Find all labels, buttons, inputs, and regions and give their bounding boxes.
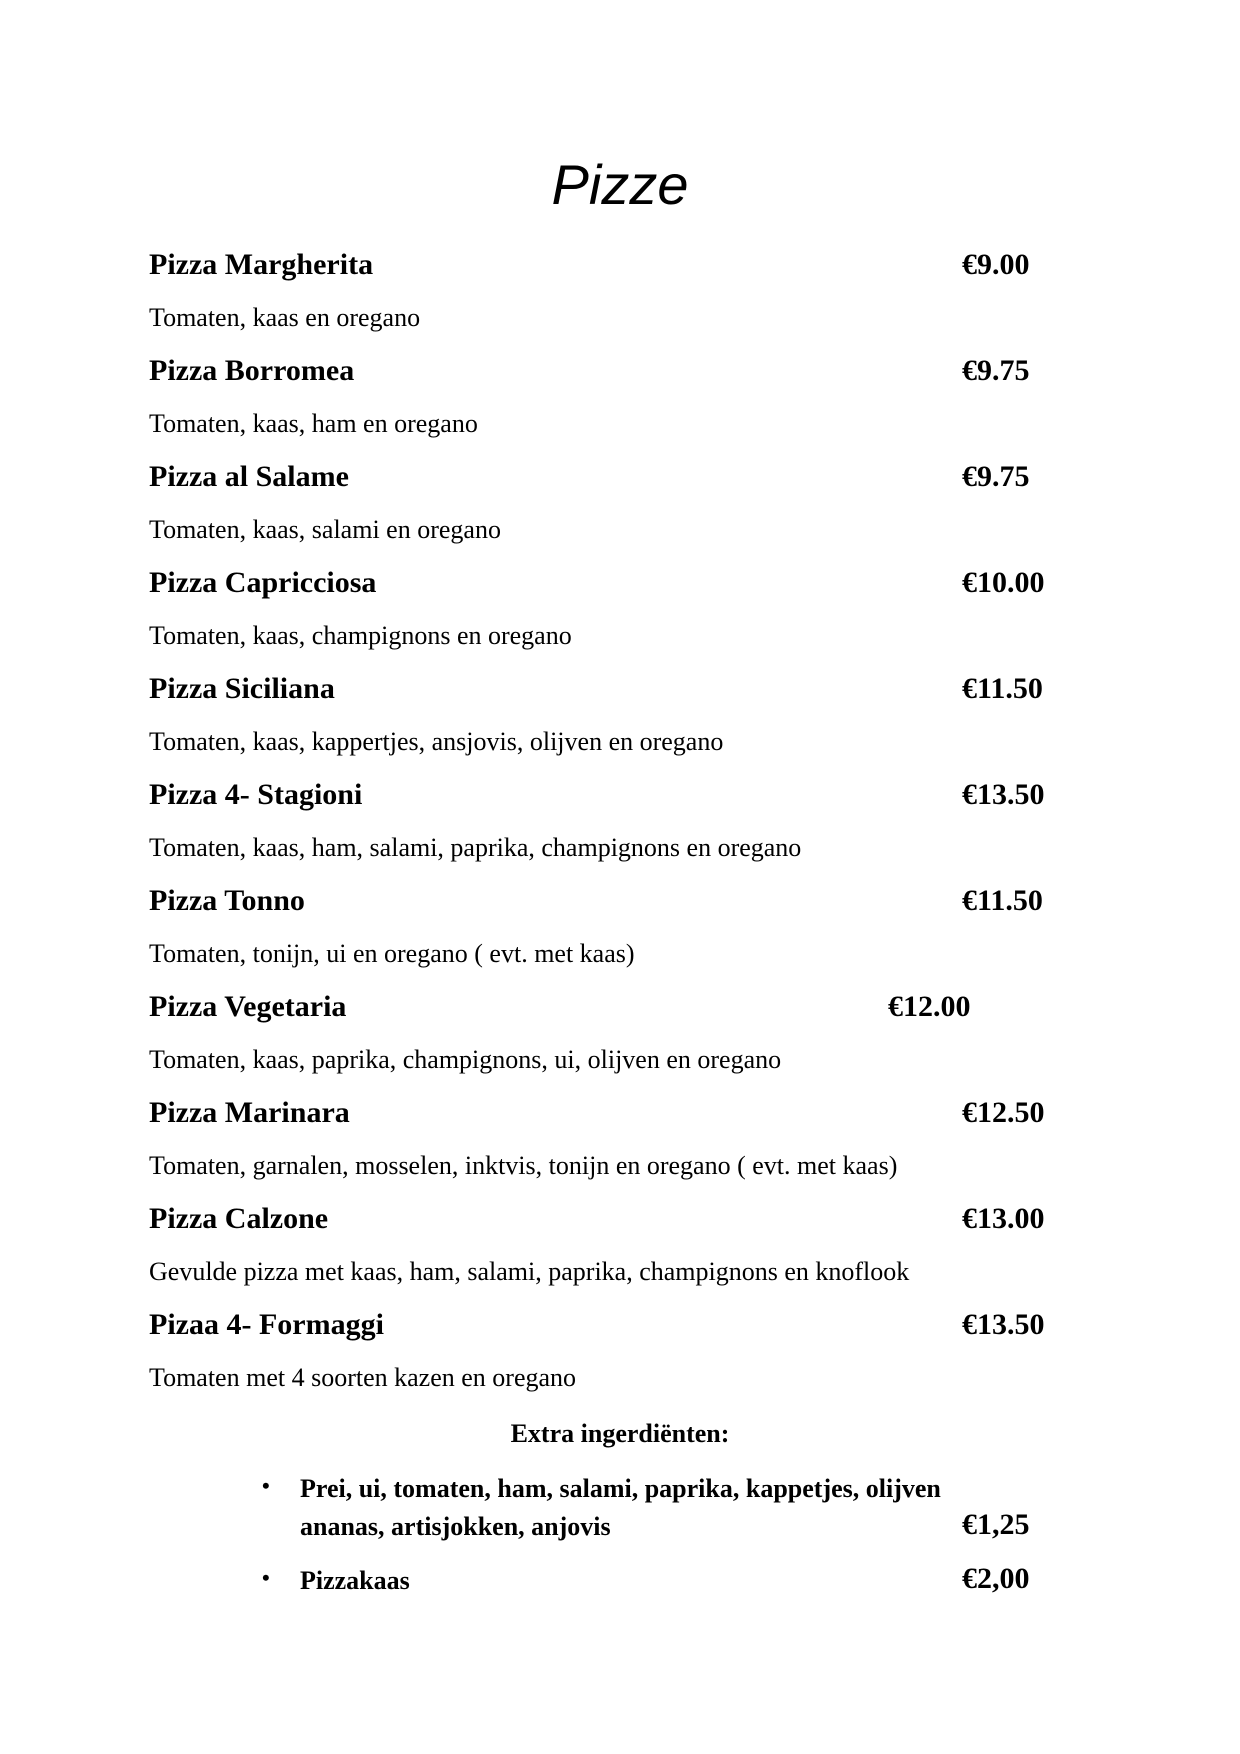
bullet-icon: • bbox=[262, 1565, 270, 1590]
item-price: €11.50 bbox=[962, 884, 1043, 917]
page-title: Pizze bbox=[551, 153, 689, 216]
menu-item bbox=[0, 776, 1240, 882]
item-name: Pizza Borromea bbox=[149, 354, 355, 387]
menu-item bbox=[0, 988, 1240, 1094]
extra-price: €2,00 bbox=[962, 1562, 1030, 1595]
menu-item bbox=[0, 670, 1240, 776]
item-description: Tomaten, kaas, champignons en oregano bbox=[149, 621, 572, 650]
item-price: €12.50 bbox=[962, 1096, 1045, 1129]
item-name: Pizza Tonno bbox=[149, 884, 305, 917]
item-name: Pizza Margherita bbox=[149, 248, 374, 281]
item-name: Pizza 4- Stagioni bbox=[149, 778, 363, 811]
item-description: Gevulde pizza met kaas, ham, salami, paprika, champignons en knoflook bbox=[149, 1257, 910, 1286]
menu-item bbox=[0, 246, 1240, 352]
pizza-menu-list bbox=[0, 246, 1240, 1412]
item-name: Pizza Capricciosa bbox=[149, 566, 377, 599]
item-description: Tomaten, kaas, ham, salami, paprika, champignons en oregano bbox=[149, 833, 802, 862]
item-name: Pizza Siciliana bbox=[149, 672, 335, 705]
item-name: Pizaa 4- Formaggi bbox=[149, 1308, 384, 1341]
item-price: €13.00 bbox=[962, 1202, 1045, 1235]
item-description: Tomaten, kaas en oregano bbox=[149, 303, 421, 332]
menu-item bbox=[0, 458, 1240, 564]
item-name: Pizza Marinara bbox=[149, 1096, 350, 1129]
menu-item bbox=[0, 1094, 1240, 1200]
item-description: Tomaten, kaas, ham en oregano bbox=[149, 409, 478, 438]
item-price: €10.00 bbox=[962, 566, 1045, 599]
item-price: €11.50 bbox=[962, 672, 1043, 705]
extras-heading: Extra ingerdiënten: bbox=[510, 1419, 730, 1448]
item-name: Pizza Calzone bbox=[149, 1202, 329, 1235]
item-name: Pizza al Salame bbox=[149, 460, 349, 493]
extra-item-text bbox=[300, 1470, 941, 1546]
item-price: €13.50 bbox=[962, 778, 1045, 811]
item-price: €9.75 bbox=[962, 460, 1030, 493]
item-price: €9.00 bbox=[962, 248, 1030, 281]
item-description: Tomaten, kaas, salami en oregano bbox=[149, 515, 501, 544]
extra-item-line: ananas, artisjokken, anjovis bbox=[300, 1512, 611, 1541]
extra-item-line: Prei, ui, tomaten, ham, salami, paprika, kappetjes, olijven bbox=[300, 1474, 941, 1503]
item-description: Tomaten, garnalen, mosselen, inktvis, tonijn en oregano ( evt. met kaas) bbox=[149, 1151, 898, 1180]
menu-item bbox=[0, 1306, 1240, 1412]
menu-item bbox=[0, 352, 1240, 458]
item-description: Tomaten, tonijn, ui en oregano ( evt. met kaas) bbox=[149, 939, 635, 968]
item-price: €13.50 bbox=[962, 1308, 1045, 1341]
item-description: Tomaten, kaas, kappertjes, ansjovis, olijven en oregano bbox=[149, 727, 724, 756]
menu-item bbox=[0, 1200, 1240, 1306]
extra-price: €1,25 bbox=[962, 1508, 1030, 1541]
menu-item bbox=[0, 564, 1240, 670]
item-description: Tomaten met 4 soorten kazen en oregano bbox=[149, 1363, 577, 1392]
item-description: Tomaten, kaas, paprika, champignons, ui, olijven en oregano bbox=[149, 1045, 782, 1074]
extra-item-line: Pizzakaas bbox=[300, 1566, 410, 1595]
menu-item bbox=[0, 882, 1240, 988]
item-price: €9.75 bbox=[962, 354, 1030, 387]
item-price: €12.00 bbox=[888, 990, 971, 1023]
extra-item-text bbox=[300, 1562, 410, 1600]
item-name: Pizza Vegetaria bbox=[149, 990, 347, 1023]
bullet-icon: • bbox=[262, 1473, 270, 1498]
